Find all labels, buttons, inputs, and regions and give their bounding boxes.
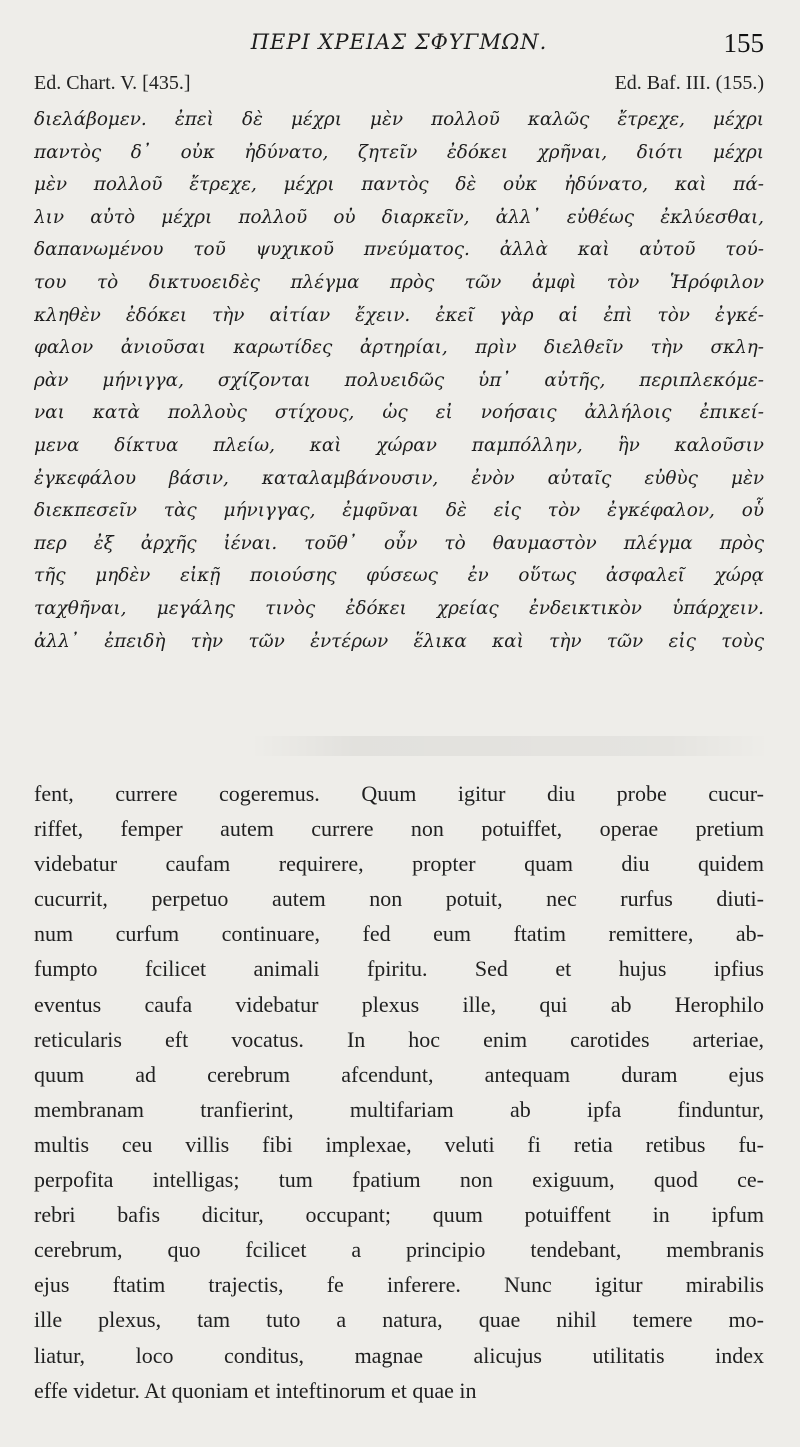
greek-line: φαλον ἀνιοῦσαι καρωτίδες ἀρτηρίαι, πρὶν διελθεῖν τὴν σκλη-	[34, 337, 764, 359]
latin-line: effe videtur. At quoniam et inteftinorum et quae in	[34, 1377, 477, 1403]
greek-line: ταχθῆναι, μεγάλης τινὸς ἐδόκει χρείας ἐνδεικτικὸν ὑπάρχειν.	[34, 597, 764, 619]
latin-line: riffet, femper autem currere non potuiffet, operae pretium	[34, 816, 764, 842]
greek-line: ναι κατὰ πολλοὺς στίχους, ὡς εἰ νοήσαις ἀλλήλοις ἐπικεί-	[34, 402, 764, 424]
edition-reference	[34, 72, 764, 102]
greek-line: ρὰν μήνιγγα, σχίζονται πολυειδῶς ὑπ᾽ αὐτῆς, περιπλεκόμε-	[34, 369, 764, 391]
show-through-mark	[250, 736, 770, 756]
edition-chartier: Ed. Chart. V. [435.]	[34, 72, 191, 94]
latin-line: ejus ftatim trajectis, fe inferere. Nunc igitur mirabilis	[34, 1272, 764, 1298]
greek-line: δαπανωμένου τοῦ ψυχικοῦ πνεύματος. ἀλλὰ καὶ αὐτοῦ τού-	[34, 239, 764, 261]
greek-line: τῆς μηδὲν εἰκῇ ποιούσης φύσεως ἐν οὕτως ἀσφαλεῖ χώρᾳ	[34, 565, 764, 587]
latin-line: eventus caufa videbatur plexus ille, qui ab Herophilo	[34, 991, 764, 1017]
greek-line: λιν αὐτὸ μέχρι πολλοῦ οὐ διαρκεῖν, ἀλλ᾽ εὐθέως ἐκλύεσθαι,	[34, 206, 764, 228]
latin-line: fent, currere cogeremus. Quum igitur diu probe cucur-	[34, 781, 764, 806]
latin-line: quum ad cerebrum afcendunt, antequam duram ejus	[34, 1061, 764, 1087]
latin-line: perpofita intelligas; tum fpatium non exiguum, quod ce-	[34, 1167, 764, 1193]
latin-line: multis ceu villis fibi implexae, veluti fi retia retibus fu-	[34, 1131, 764, 1157]
latin-line: videbatur caufam requirere, propter quam diu quidem	[34, 851, 764, 877]
greek-paragraph	[34, 104, 764, 658]
latin-paragraph	[34, 776, 764, 1408]
latin-line: cerebrum, quo fcilicet a principio tendebant, membranis	[34, 1237, 764, 1263]
greek-line: κληθὲν ἐδόκει τὴν αἰτίαν ἔχειν. ἐκεῖ γὰρ αἱ ἐπὶ τὸν ἐγκέ-	[34, 304, 764, 326]
greek-line: του τὸ δικτυοειδὲς πλέγμα πρὸς τῶν ἀμφὶ τὸν Ἡρόφιλον	[34, 271, 764, 293]
latin-line: membranam tranfierint, multifariam ab ipfa finduntur,	[34, 1096, 764, 1122]
greek-line: διεκπεσεῖν τὰς μήνιγγας, ἐμφῦναι δὲ εἰς τὸν ἐγκέφαλον, οὗ	[34, 500, 764, 522]
latin-line: ille plexus, tam tuto a natura, quae nihil temere mo-	[34, 1307, 764, 1333]
latin-line: reticularis eft vocatus. In hoc enim carotides arteriae,	[34, 1026, 764, 1052]
greek-line: μὲν πολλοῦ ἔτρεχε, μέχρι παντὸς δὲ οὐκ ἠδύνατο, καὶ πά-	[34, 174, 764, 196]
latin-line: fumpto fcilicet animali fpiritu. Sed et hujus ipfius	[34, 956, 764, 982]
greek-line: διελάβομεν. ἐπεὶ δὲ μέχρι μὲν πολλοῦ καλῶς ἔτρεχε, μέχρι	[34, 109, 764, 130]
latin-line: liatur, loco conditus, magnae alicujus utilitatis index	[34, 1342, 764, 1368]
latin-line: rebri bafis dicitur, occupant; quum potuiffent in ipfum	[34, 1202, 764, 1228]
greek-line: περ ἐξ ἀρχῆς ἰέναι. τοῦθ᾽ οὖν τὸ θαυμαστὸν πλέγμα πρὸς	[34, 532, 764, 554]
greek-line: παντὸς δ᾽ οὐκ ἠδύνατο, ζητεῖν ἐδόκει χρῆναι, διότι μέχρι	[34, 141, 764, 163]
greek-line: ἀλλ᾽ ἐπειδὴ τὴν τῶν ἐντέρων ἕλικα καὶ τὴν τῶν εἰς τοὺς	[34, 630, 764, 652]
latin-line: cucurrit, perpetuo autem non potuit, nec rurfus diuti-	[34, 886, 764, 912]
latin-line: num curfum continuare, fed eum ftatim remittere, ab-	[34, 921, 764, 947]
greek-line: μενα δίκτυα πλείω, καὶ χώραν παμπόλλην, ἣν καλοῦσιν	[34, 434, 764, 456]
edition-basel: Ed. Baf. III. (155.)	[614, 72, 764, 94]
greek-line: ἐγκεφάλου βάσιν, καταλαμβάνουσιν, ἐνὸν αὐταῖς εὐθὺς μὲν	[34, 467, 764, 489]
page-number: 155	[723, 28, 764, 58]
running-head	[34, 28, 764, 64]
running-title: ΠΕΡΙ ΧΡΕΙΑΣ ΣΦΥΓΜΩΝ.	[250, 30, 548, 54]
